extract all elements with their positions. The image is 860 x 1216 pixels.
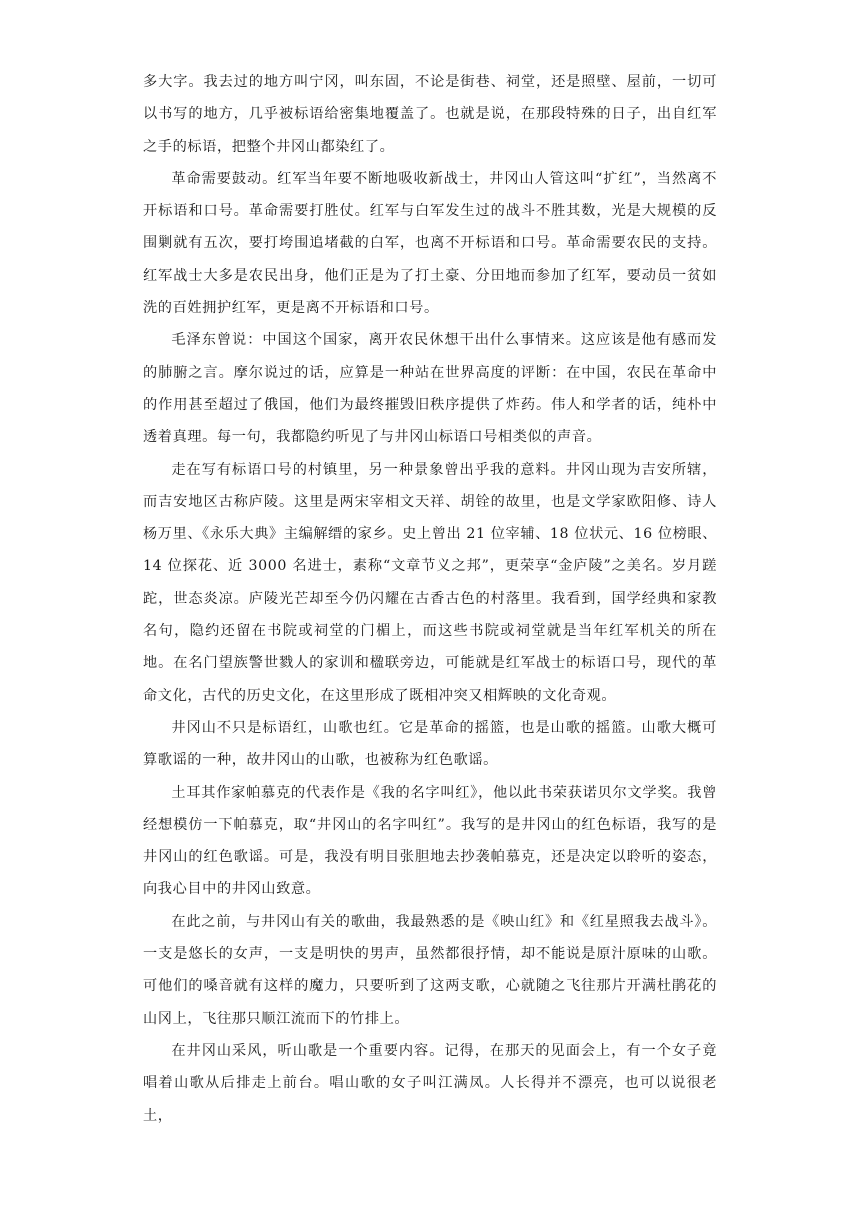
article-body: [143, 66, 717, 1132]
paragraph-4: 走在写有标语口号的村镇里，另一种景象曾出乎我的意料。井冈山现为吉安所辖，而吉安地区古称庐陵。这里是两宋宰相文天祥、胡铨的故里，也是文学家欧阳修、诗人杨万里、《永乐大典》主编解缙的家乡。史上曾出 21 位宰辅、18 位状元、16 位榜眼、14 位探花、近 3000 名进士，素称“文章节义之邦”，更荣享“金庐陵”之美名。岁月蹉跎，世态炎凉。庐陵光芒却至今仍闪耀在古香古色的村落里。我看到，国学经典和家教名句，隐约还留在书院或祠堂的门楣上，而这些书院或祠堂就是当年红军机关的所在地。在名门望族警世戮人的家训和楹联旁边，可能就是红军战士的标语口号，现代的革命文化，古代的历史文化，在这里形成了既相冲突又相辉映的文化奇观。: [143, 461, 717, 704]
paragraph-2: 革命需要鼓动。红军当年要不断地吸收新战士，井冈山人管这叫“扩红”，当然离不开标语和口号。革命需要打胜仗。红军与白军发生过的战斗不胜其数，光是大规模的反围剿就有五次，要打垮围追堵截的白军，也离不开标语和口号。革命需要农民的支持。红军战士大多是农民出身，他们正是为了打土豪、分田地而参加了红军，要动员一贫如洗的百姓拥护红军，更是离不开标语和口号。: [143, 170, 717, 317]
paragraph-8: 在井冈山采风，听山歌是一个重要内容。记得，在那天的见面会上，有一个女子竟唱着山歌从后排走上前台。唱山歌的女子叫江满凤。人长得并不漂亮，也可以说很老土，: [143, 1042, 717, 1124]
paragraph-7: 在此之前，与井冈山有关的歌曲，我最熟悉的是《映山红》和《红星照我去战斗》。一支是悠长的女声，一支是明快的男声，虽然都很抒情，却不能说是原汁原味的山歌。可他们的嗓音就有这样的魔力，只要听到了这两支歌，心就随之飞往那片开满杜鹃花的山冈上，飞往那只顺江流而下的竹排上。: [143, 913, 717, 1027]
paragraph-3: 毛泽东曾说：中国这个国家，离开农民休想干出什么事情来。这应该是他有感而发的肺腑之言。摩尔说过的话，应算是一种站在世界高度的评断：在中国，农民在革命中的作用甚至超过了俄国，他们为最终摧毁旧秩序提供了炸药。伟人和学者的话，纯朴中透着真理。每一句，我都隐约听见了与井冈山标语口号相类似的声音。: [143, 332, 717, 446]
paragraph-5: 井冈山不只是标语红，山歌也红。它是革命的摇篮，也是山歌的摇篮。山歌大概可算歌谣的一种，故井冈山的山歌，也被称为红色歌谣。: [143, 719, 717, 769]
paragraph-1: 多大字。我去过的地方叫宁冈，叫东固，不论是街巷、祠堂，还是照壁、屋前，一切可以书写的地方，几乎被标语给密集地覆盖了。也就是说，在那段特殊的日子，出自红军之手的标语，把整个井冈山都染红了。: [143, 74, 717, 155]
paragraph-6: 土耳其作家帕慕克的代表作是《我的名字叫红》，他以此书荣获诺贝尔文学奖。我曾经想模仿一下帕慕克，取“井冈山的名字叫红”。我写的是井冈山的红色标语，我写的是井冈山的红色歌谣。可是，我没有明目张胆地去抄袭帕慕克，还是决定以聆听的姿态，向我心目中的井冈山致意。: [143, 784, 717, 898]
